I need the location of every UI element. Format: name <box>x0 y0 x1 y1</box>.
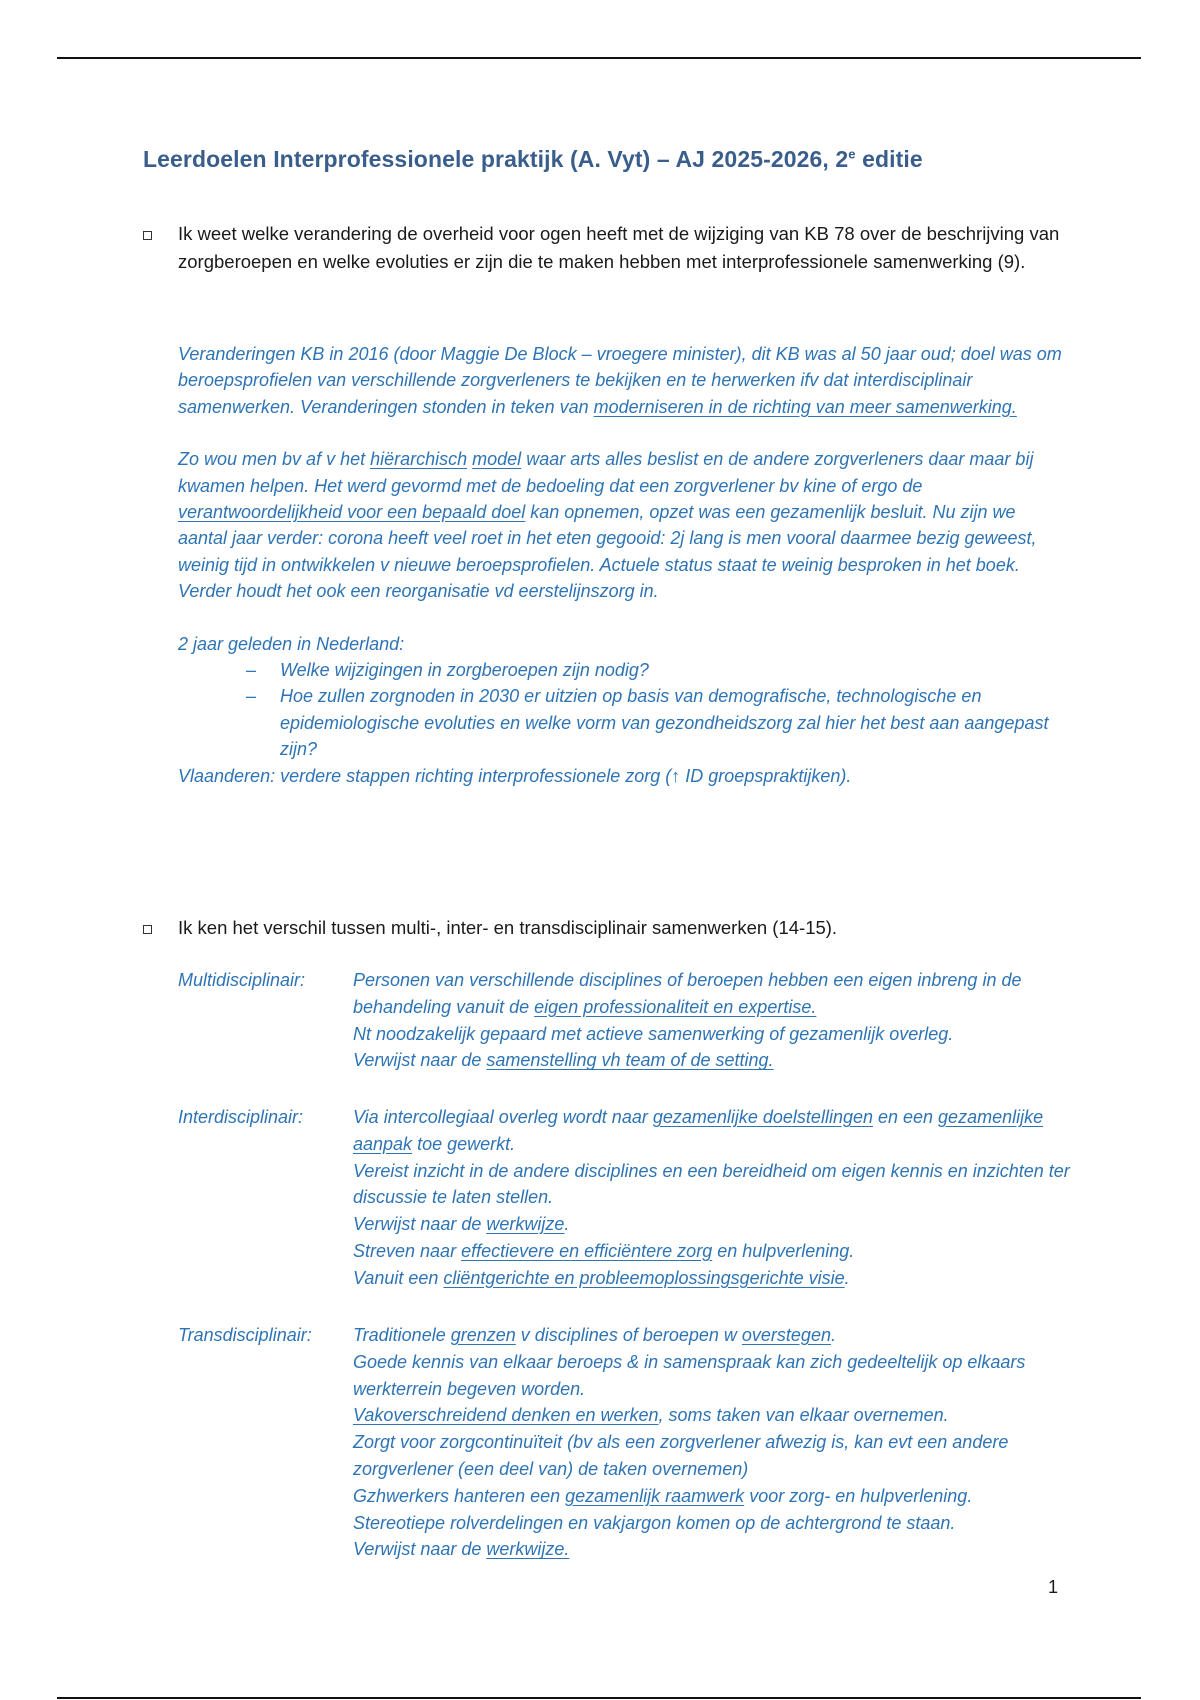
objective-checkbox-2[interactable] <box>143 925 152 934</box>
header-rule <box>57 57 1141 59</box>
definition-label: Transdisciplinair: <box>178 1325 312 1345</box>
objective-text-1: Ik weet welke verandering de overheid voor ogen heeft met de wijziging van KB 78 over de beschrijving van zorgberoepen en welke evoluties er zijn die te maken hebben met interprofessionele samenwerking (9). <box>178 223 1060 272</box>
section1-notes <box>178 341 1068 789</box>
definition-text: Personen van verschillende disciplines of beroepen hebben een eigen inbreng in de behandeling vanuit de eigen professionaliteit en expertise. Nt noodzakelijk gepaard met actieve samenwerking of gezamenlijk overleg. Verwijst naar de samenstelling vh team of de setting. <box>353 970 1022 1071</box>
definition-interdisciplinair <box>178 1104 1078 1292</box>
definition-label: Interdisciplinair: <box>178 1107 304 1127</box>
objective-checkbox-1[interactable] <box>143 231 152 240</box>
page-number: 1 <box>1048 1577 1059 1597</box>
list-item: – Welke wijzigingen in zorgberoepen zijn nodig? <box>178 657 1068 683</box>
notes-paragraph-1: Veranderingen KB in 2016 (door Maggie De Block – vroegere minister), dit KB was al 50 jaar oud; doel was om beroepsprofielen van verschillende zorgverleners te bekijken en te herwerken ifv dat interdisciplinair samenwerken. Veranderingen stonden in teken van moderniseren in de richting van meer samenwerking. <box>178 344 1062 417</box>
definition-transdisciplinair <box>178 1322 1078 1563</box>
notes-intro-nl: 2 jaar geleden in Nederland: <box>178 633 405 654</box>
footer-rule <box>57 1697 1141 1699</box>
list-item: – Hoe zullen zorgnoden in 2030 er uitzien op basis van demografische, technologische en epidemiologische evoluties en welke vorm van gezondheidszorg zal hier het best aan aangepast zijn? <box>178 683 1068 762</box>
notes-paragraph-3: Verder houdt het ook een reorganisatie vd eerstelijnszorg in. <box>178 581 659 602</box>
page-title: Leerdoelen Interprofessionele praktijk (A. Vyt) – AJ 2025-2026, 2e editie <box>143 146 923 172</box>
notes-paragraph-2: Zo wou men bv af v het hiërarchisch model waar arts alles beslist en de andere zorgverleners daar maar bij kwamen helpen. Het werd gevormd met de bedoeling dat een zorgverlener bv kine of ergo de verantwoordelijkheid voor een bepaald doel kan opnemen, opzet was een gezamenlijk besluit. Nu zijn we aantal jaar verder: corona heeft veel roet in het eten gegooid: 2j lang is men vooral daarmee bezig geweest, weinig tijd in ontwikkelen v nieuwe beroepsprofielen. Actuele status staat te weinig besproken in het boek. <box>178 449 1037 575</box>
definition-text: Via intercollegiaal overleg wordt naar gezamenlijke doelstellingen en een gezamenlijke aanpak toe gewerkt. Vereist inzicht in de andere disciplines en een bereidheid om eigen kennis en inzichten ter discussie te laten stellen. Verwijst naar de werkwijze. Streven naar effectievere en efficiëntere zorg en hulpverlening. Vanuit een cliëntgerichte en probleemoplossingsgerichte visie. <box>353 1107 1070 1288</box>
notes-vlaanderen: Vlaanderen: verdere stappen richting interprofessionele zorg (↑ ID groepspraktijken). <box>178 765 852 786</box>
questions-list <box>178 657 1068 763</box>
definition-text: Traditionele grenzen v disciplines of beroepen w overstegen. Goede kennis van elkaar beroeps & in samenspraak kan zich gedeeltelijk op elkaars werkterrein begeven worden. Vakoverschreidend denken en werken, soms taken van elkaar overnemen. Zorgt voor zorgcontinuïteit (bv als een zorgverlener afwezig is, kan evt een andere zorgverlener (een deel van) de taken overnemen) Gzhwerkers hanteren een gezamenlijk raamwerk voor zorg- en hulpverlening. Stereotiepe rolverdelingen en vakjargon komen op de achtergrond te staan. Verwijst naar de werkwijze. <box>353 1325 1026 1560</box>
definition-multidisciplinair <box>178 967 1078 1074</box>
definition-label: Multidisciplinair: <box>178 970 306 990</box>
objective-text-2: Ik ken het verschil tussen multi-, inter- en transdisciplinair samenwerken (14-15). <box>178 917 838 938</box>
